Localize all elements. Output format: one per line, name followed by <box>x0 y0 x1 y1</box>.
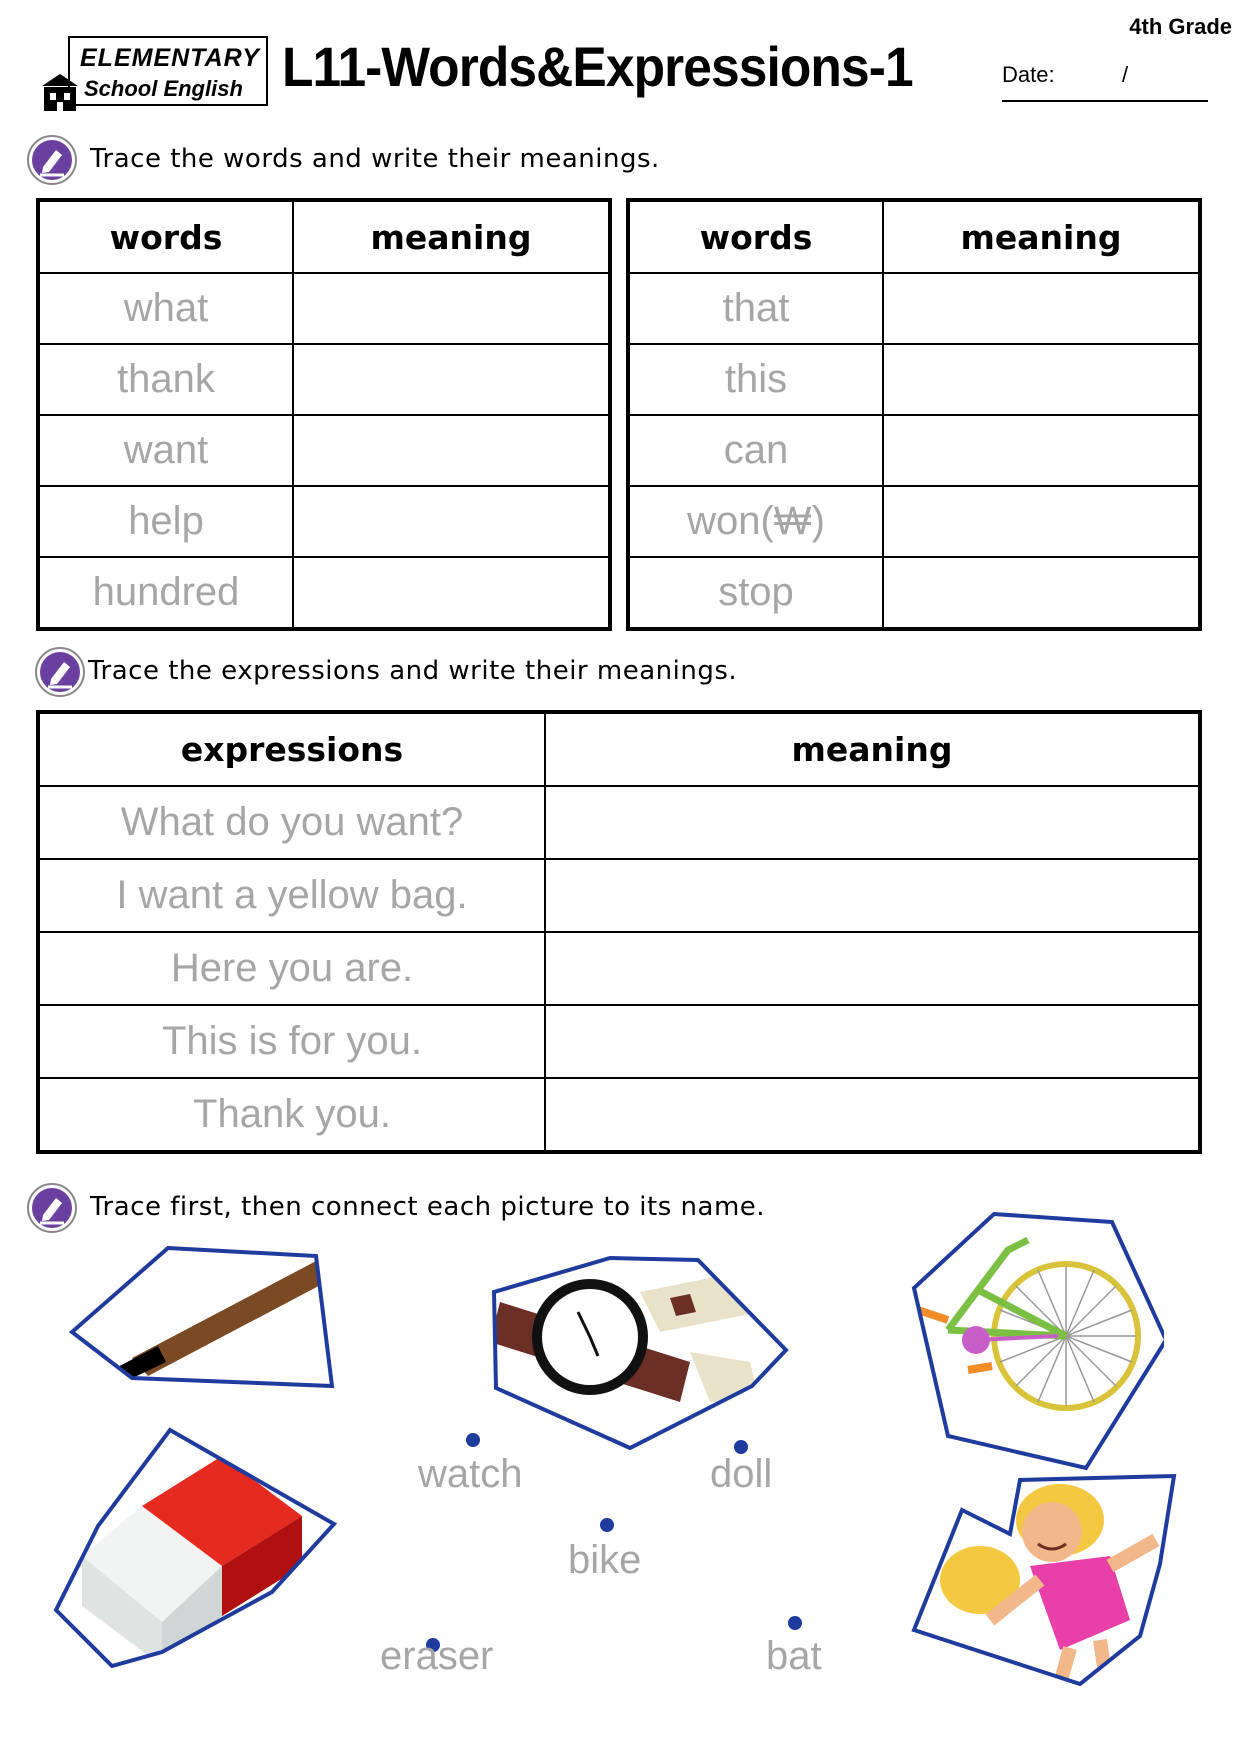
meaning-cell[interactable] <box>883 486 1200 557</box>
trace-word: help <box>38 486 293 557</box>
table-row <box>38 344 610 415</box>
table-row <box>38 415 610 486</box>
meaning-cell[interactable] <box>293 344 610 415</box>
logo-line1: ELEMENTARY <box>80 44 260 72</box>
table-row <box>38 932 1200 1005</box>
logo-line2: School English <box>84 76 243 101</box>
trace-word: won(₩) <box>628 486 883 557</box>
school-icon <box>40 72 80 114</box>
trace-word: want <box>38 415 293 486</box>
meaning-cell[interactable] <box>545 859 1200 932</box>
meaning-cell[interactable] <box>545 1005 1200 1078</box>
meaning-cell[interactable] <box>545 786 1200 859</box>
meaning-cell[interactable] <box>293 273 610 344</box>
words-table-right <box>626 198 1202 631</box>
section1-instruction: Trace the words and write their meanings. <box>90 144 660 174</box>
table-row <box>38 1005 1200 1078</box>
bike-picture[interactable] <box>908 1210 1164 1472</box>
trace-expression: What do you want? <box>38 786 545 859</box>
label-watch: watch <box>418 1452 523 1496</box>
page-title: L11-Words&Expressions-1 <box>282 35 913 98</box>
table-row <box>38 486 610 557</box>
trace-word: stop <box>628 557 883 629</box>
label-bike: bike <box>568 1538 642 1582</box>
meaning-cell[interactable] <box>545 1078 1200 1152</box>
table-row <box>38 859 1200 932</box>
col-meaning: meaning <box>545 712 1200 786</box>
grade-label: 4th Grade <box>1129 14 1232 39</box>
doll-picture[interactable] <box>910 1470 1180 1686</box>
bike-dot[interactable] <box>600 1518 614 1532</box>
watch-dot[interactable] <box>466 1433 480 1447</box>
col-words: words <box>628 200 883 273</box>
pencil-icon <box>26 134 78 186</box>
eraser-picture[interactable] <box>52 1426 344 1668</box>
meaning-cell[interactable] <box>293 486 610 557</box>
trace-expression: I want a yellow bag. <box>38 859 545 932</box>
table-row <box>628 557 1200 629</box>
label-bat: bat <box>766 1634 822 1678</box>
trace-expression: Thank you. <box>38 1078 545 1152</box>
label-doll: doll <box>710 1452 773 1496</box>
meaning-cell[interactable] <box>883 273 1200 344</box>
date-field[interactable] <box>1002 62 1208 102</box>
meaning-cell[interactable] <box>883 344 1200 415</box>
table-row <box>628 486 1200 557</box>
label-eraser: eraser <box>380 1634 494 1678</box>
date-separator: / <box>1122 62 1129 87</box>
trace-expression: Here you are. <box>38 932 545 1005</box>
meaning-cell[interactable] <box>293 557 610 629</box>
section3-instruction: Trace first, then connect each picture to its name. <box>90 1192 766 1222</box>
trace-word: what <box>38 273 293 344</box>
col-words: words <box>38 200 293 273</box>
date-label: Date: <box>1002 62 1055 87</box>
pencil-icon <box>34 646 86 698</box>
pencil-icon <box>26 1182 78 1234</box>
table-row <box>38 786 1200 859</box>
bat-picture[interactable] <box>68 1240 338 1390</box>
trace-word: that <box>628 273 883 344</box>
table-row <box>38 1078 1200 1152</box>
table-row <box>628 415 1200 486</box>
bat-dot[interactable] <box>788 1616 802 1630</box>
section2-instruction: Trace the expressions and write their meanings. <box>88 656 738 686</box>
col-expressions: expressions <box>38 712 545 786</box>
table-row <box>38 273 610 344</box>
meaning-cell[interactable] <box>545 932 1200 1005</box>
table-row <box>628 344 1200 415</box>
trace-word: thank <box>38 344 293 415</box>
col-meaning: meaning <box>883 200 1200 273</box>
logo <box>68 36 268 106</box>
meaning-cell[interactable] <box>293 415 610 486</box>
watch-picture[interactable] <box>490 1252 790 1452</box>
trace-word: hundred <box>38 557 293 629</box>
table-row <box>628 273 1200 344</box>
words-table-left <box>36 198 612 631</box>
trace-word: can <box>628 415 883 486</box>
meaning-cell[interactable] <box>883 557 1200 629</box>
col-meaning: meaning <box>293 200 610 273</box>
table-row <box>38 557 610 629</box>
expressions-table <box>36 710 1202 1154</box>
trace-word: this <box>628 344 883 415</box>
meaning-cell[interactable] <box>883 415 1200 486</box>
trace-expression: This is for you. <box>38 1005 545 1078</box>
